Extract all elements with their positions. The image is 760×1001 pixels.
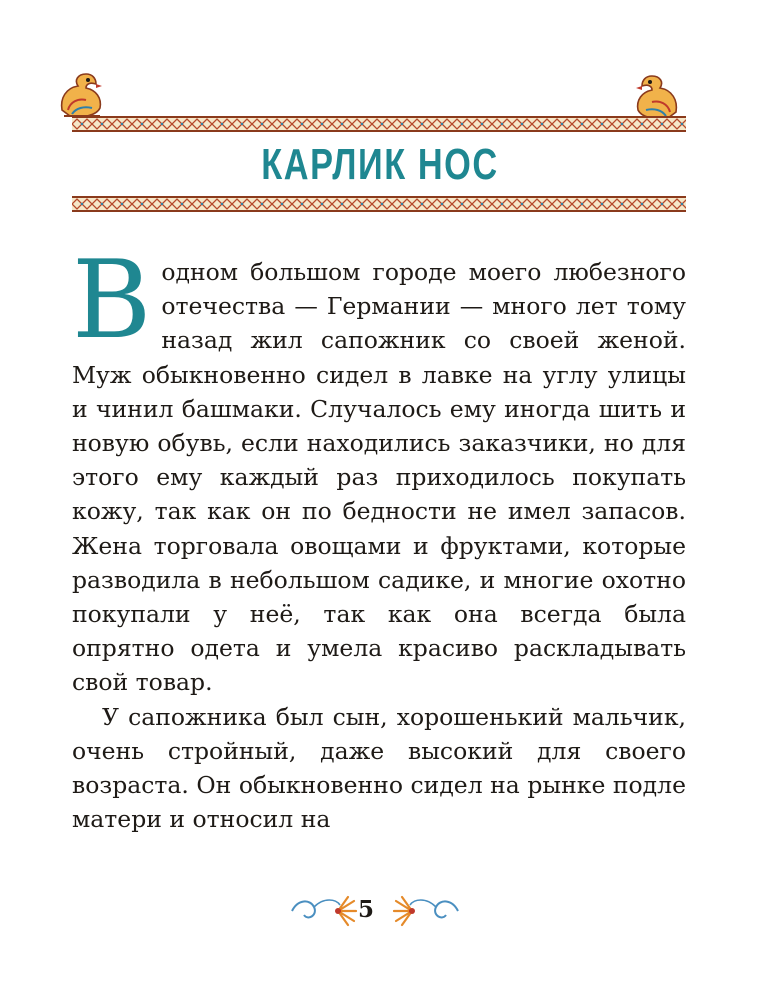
paragraph-1-text: одном большом городе моего любезного отечества — Германии — много лет тому назад жил сапожник со своей женой. Муж обыкновенно сидел в лавке на углу улицы и чинил башмаки. Случалось ему иногда шить и новую обувь, если находились заказчики, но для этого ему каждый раз приходилось покупать кожу, так как он по бедности не имел запасов. Жена торговала овощами и фруктами, которые разводила в небольшом садике, и многие охотно покупали у неё, так как она всегда была опрятно одета и умела красиво раскладывать свой товар. [72, 258, 686, 697]
drop-cap-letter: В [72, 238, 152, 363]
ornamental-band-bottom [72, 196, 686, 212]
firebird-left-icon [56, 70, 106, 122]
story-text [72, 238, 686, 836]
floral-swirl-left-icon [288, 893, 358, 929]
story-paragraph-2: У сапожника был сын, хорошенький мальчик, очень стройный, даже высокий для своего возраста. Он обыкновенно сидел на рынке подле матери и относил на [72, 702, 686, 834]
page-title: КАРЛИК НОС [261, 140, 499, 189]
floral-swirl-right-icon [392, 893, 462, 929]
story-paragraph-1 [72, 238, 686, 700]
page-number: 5 [357, 896, 374, 923]
ornamental-band-top [72, 116, 686, 132]
